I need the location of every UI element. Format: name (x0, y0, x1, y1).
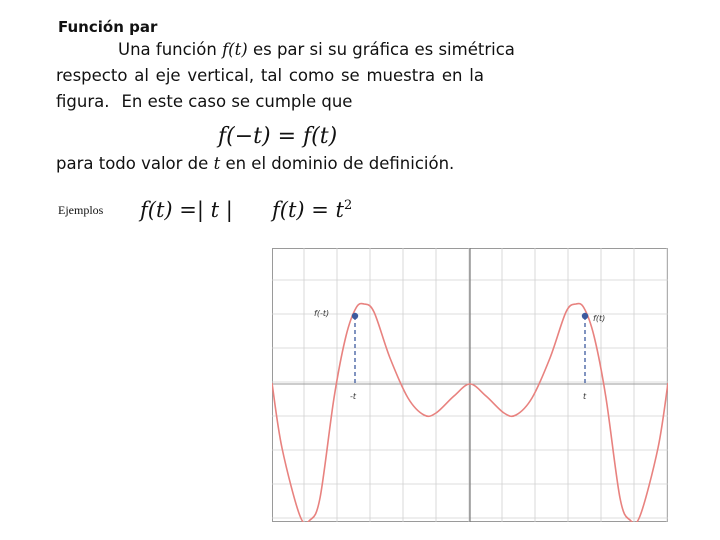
figure-word: figura. (56, 92, 110, 111)
intro-text-before: Una función (118, 40, 223, 59)
section-heading: Función par (58, 18, 158, 36)
domain-text-a: para todo valor de (56, 154, 214, 173)
definition-line-3 (56, 92, 352, 111)
example-square (272, 198, 352, 222)
right-tick-label: t (583, 392, 587, 401)
example-square-base: f(t) = t (272, 198, 344, 222)
intro-text-after: es par si su gráfica es simétrica (247, 40, 515, 59)
examples-label: Ejemplos (58, 203, 104, 217)
variable-t: t (213, 154, 221, 173)
definition-line-4 (56, 154, 454, 173)
left-point-label: f(-t) (314, 309, 330, 318)
definition-line-2: respecto al eje vertical, tal como se muestra en la (56, 66, 484, 85)
left-point-marker (352, 313, 358, 319)
example-square-exponent: 2 (343, 198, 353, 213)
domain-text-b: en el dominio de definición. (220, 154, 455, 173)
condition-text: En este caso se cumple que (121, 92, 353, 111)
even-function-figure (272, 248, 668, 522)
even-function-formula: f(−t) = f(t) (218, 124, 338, 149)
function-symbol: f(t) (222, 40, 248, 59)
definition-line-1 (118, 40, 515, 59)
right-point-label: f(t) (593, 314, 606, 323)
right-point-marker (582, 313, 588, 319)
example-absolute-value: f(t) =| t | (140, 198, 233, 222)
left-tick-label: -t (350, 392, 357, 401)
